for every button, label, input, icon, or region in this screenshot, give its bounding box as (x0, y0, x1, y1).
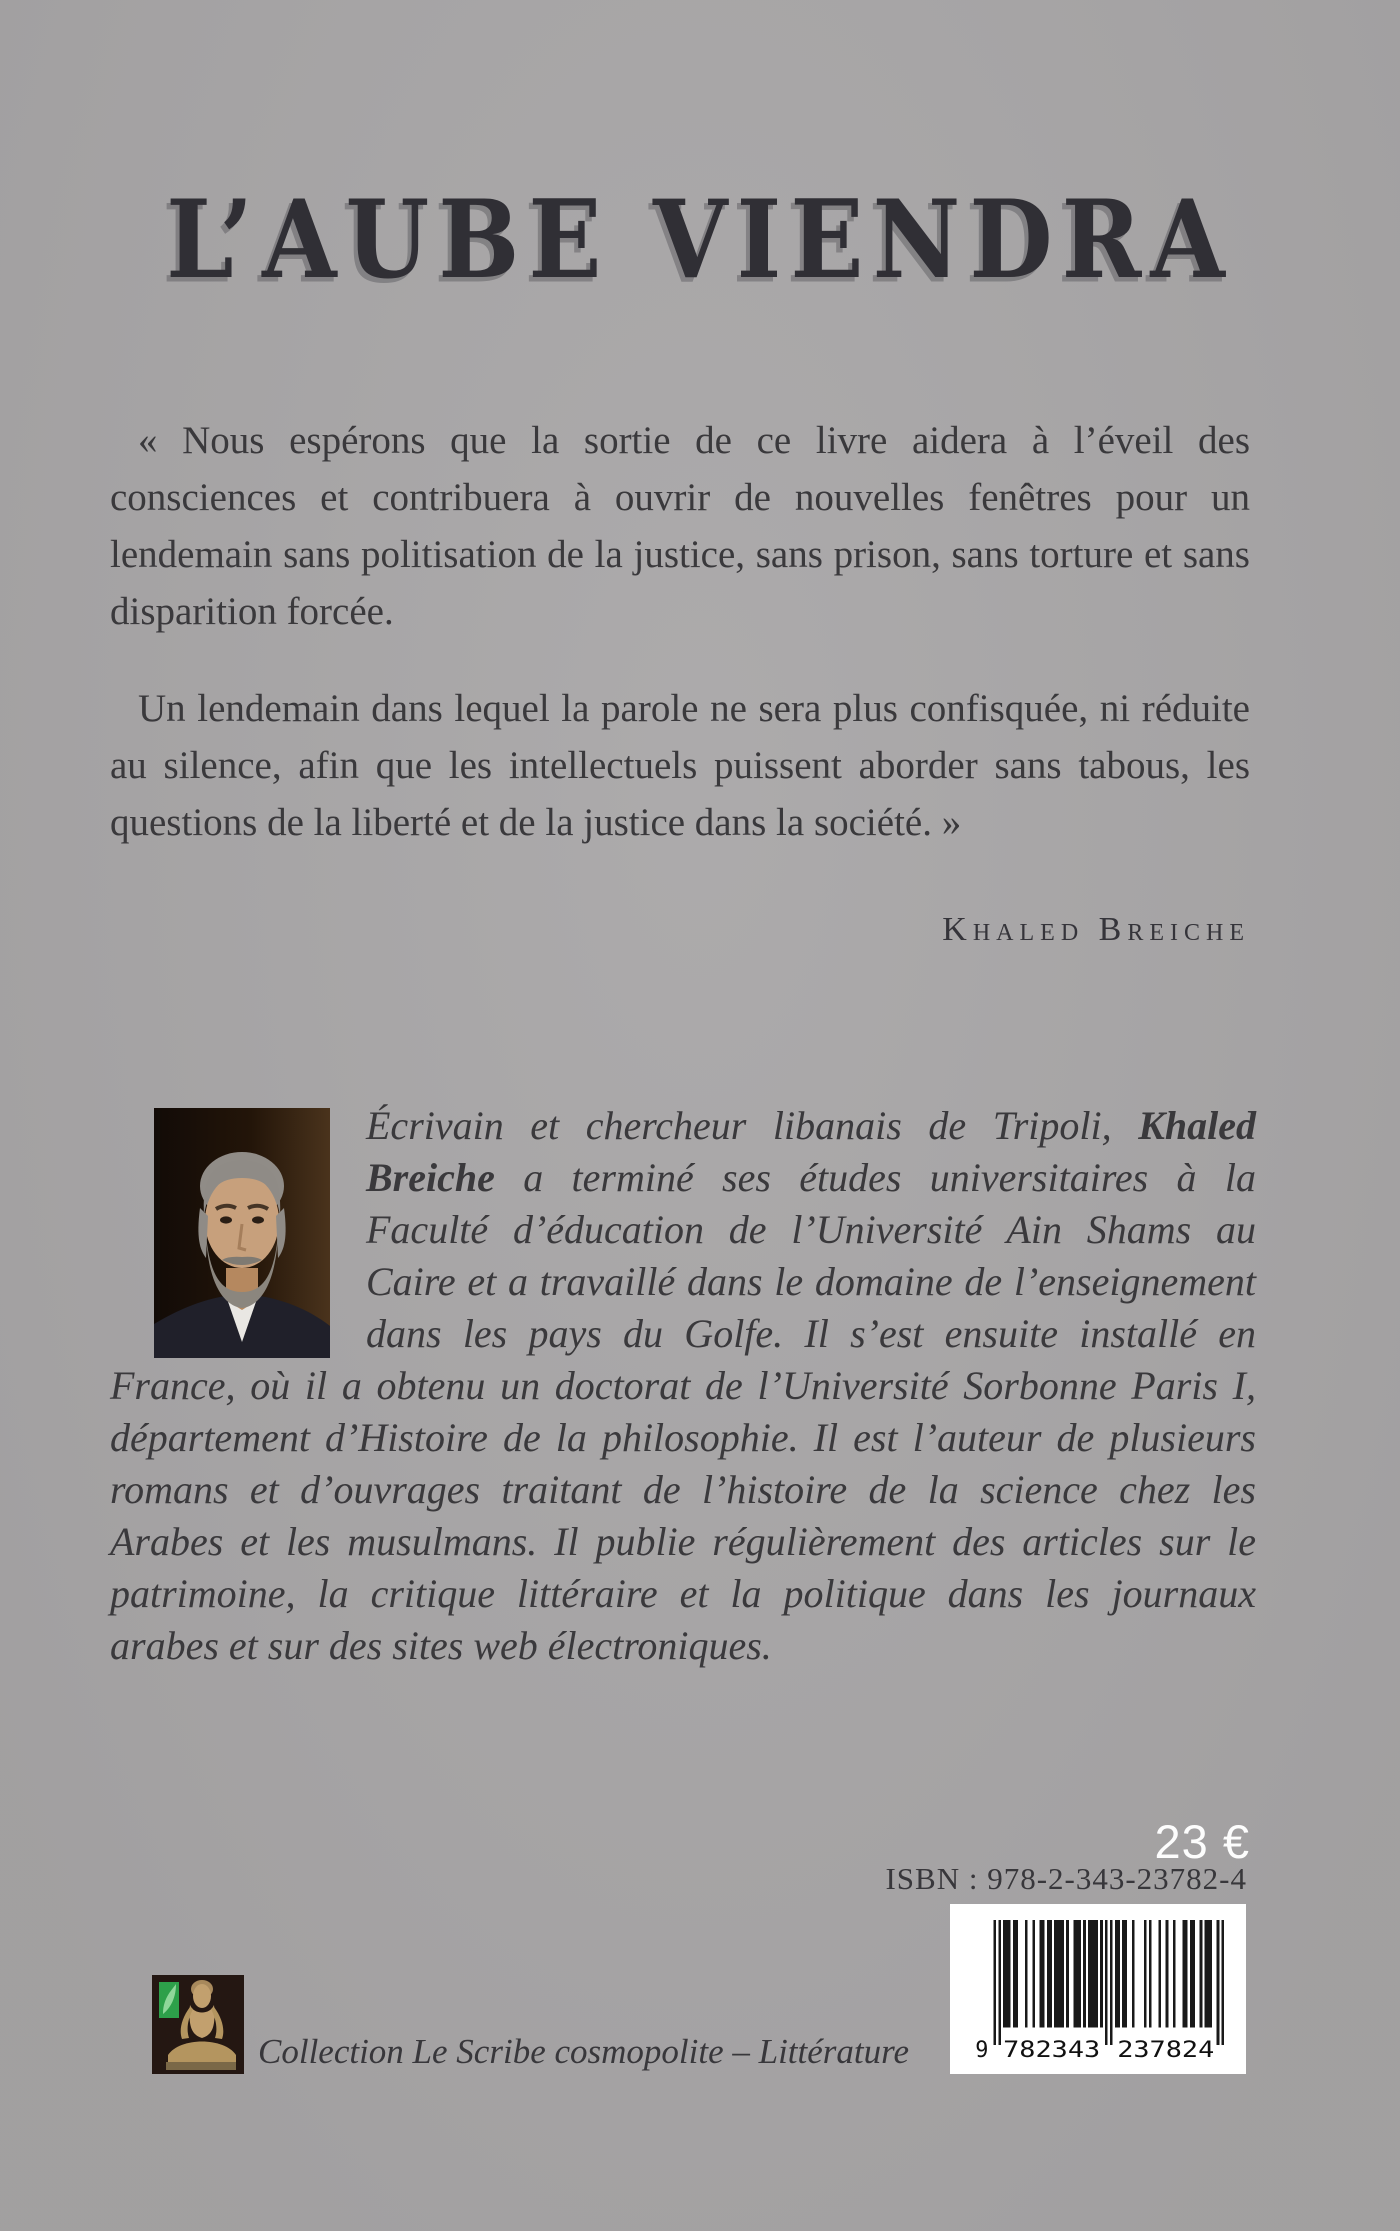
author-portrait-illustration (154, 1108, 330, 1358)
collection-line: Collection Le Scribe cosmopolite – Littérature (258, 2032, 909, 2071)
barcode-digits-group2: 237824 (1117, 2038, 1215, 2062)
quote-paragraph-2: Un lendemain dans lequel la parole ne sera plus confisquée, ni réduite au silence, afin que les intellectuels puissent aborder sans tabous, les questions de la liberté et de la justice dans la société. » (110, 687, 1250, 844)
barcode-svg (974, 1920, 1224, 2062)
price-label: 23 € (1154, 1815, 1250, 1868)
seated-scribe-statue-icon (152, 1975, 244, 2074)
bio-text-rest: a terminé ses études universitaires à la Faculté d’éducation de l’Université Ain Shams au Caire et a travaillé dans le domaine de l’enseignement dans les pays du Golfe. Il s’est ensuite installé en France, où il a obtenu un doctorat de l’Université Sorbonne Paris I, département d’Histoire de la philosophie. Il est l’auteur de plusieurs romans et d’ouvrages traitant de l’histoire de la science chez les Arabes et les musulmans. Il publie régulièrement des articles sur le patrimoine, la critique littéraire et la politique dans les journaux arabes et sur des sites web électroniques. (110, 1155, 1256, 1668)
barcode (950, 1904, 1246, 2074)
book-title: L’AUBE VIENDRA (166, 176, 1234, 303)
publisher-logo (152, 1975, 244, 2074)
isbn-line: ISBN : 978-2-343-23782-4 (885, 1861, 1247, 1896)
author-photo (154, 1108, 330, 1358)
barcode-digit-first: 9 (975, 2038, 989, 2062)
back-cover-quote (110, 412, 1250, 851)
quote-attribution: Khaled Breiche (942, 911, 1250, 948)
bio-author-name: Khaled Breiche (366, 1103, 1256, 1200)
barcode-digits-group1: 782343 (1003, 2038, 1101, 2062)
bio-text-lead: Écrivain et chercheur libanais de Tripoli, (366, 1103, 1139, 1148)
barcode-bars (993, 1920, 1224, 2045)
author-bio (110, 1100, 1256, 1672)
quote-paragraph-1: « Nous espérons que la sortie de ce livre aidera à l’éveil des consciences et contribuera à ouvrir de nouvelles fenêtres pour un lendemain sans politisation de la justice, sans prison, sans torture et sans disparition forcée. (110, 419, 1250, 633)
